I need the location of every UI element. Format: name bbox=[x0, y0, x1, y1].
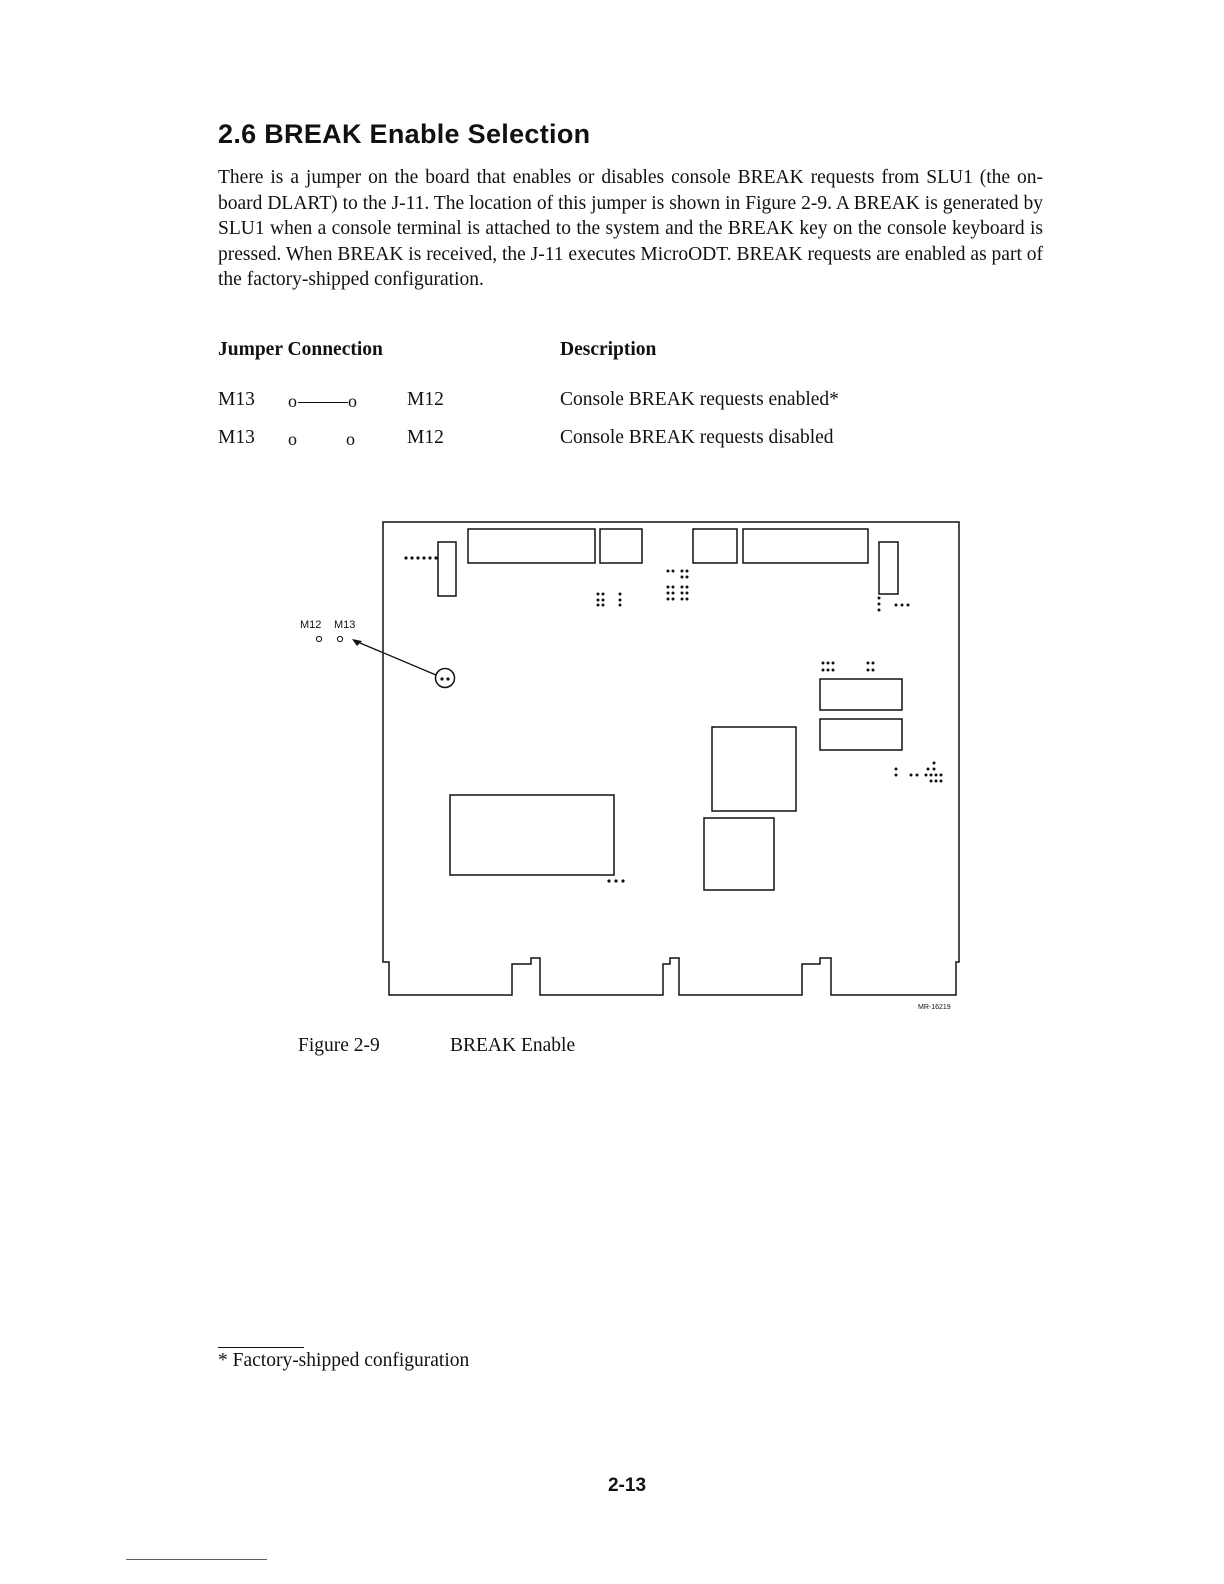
chip bbox=[820, 679, 902, 710]
footnote-rule bbox=[218, 1347, 304, 1348]
table-header-description: Description bbox=[560, 339, 657, 360]
row-description: Console BREAK requests disabled bbox=[560, 427, 834, 448]
pin-symbol: o bbox=[288, 429, 297, 449]
leader-line bbox=[360, 643, 436, 675]
pin-m12 bbox=[316, 636, 321, 641]
board-diagram bbox=[290, 515, 980, 1020]
pin-symbol: o bbox=[288, 391, 297, 411]
table-header-connection: Jumper Connection bbox=[218, 339, 383, 360]
chip bbox=[468, 529, 595, 563]
chip bbox=[693, 529, 737, 563]
chip bbox=[704, 818, 774, 890]
section-heading: 2.6 BREAK Enable Selection bbox=[218, 119, 591, 149]
bottom-rule bbox=[126, 1559, 267, 1560]
figure-caption-number: Figure 2-9 bbox=[298, 1035, 380, 1056]
section-paragraph: There is a jumper on the board that enables or disables console BREAK requests from SLU1 (the on-board DLART) to the J-11. The location of this jumper is shown in Figure 2-9. A BREAK is generated by SLU1 when a console terminal is attached to the system and the BREAK key on the console keyboard is pressed. When BREAK is received, the J-11 executes MicroODT. BREAK requests are enabled as part of the factory-shipped configuration. bbox=[218, 167, 1043, 291]
right-pin-label: M12 bbox=[407, 427, 444, 448]
pin-symbol: o bbox=[346, 429, 355, 449]
footnote: * Factory-shipped configuration bbox=[218, 1350, 470, 1371]
pin-m13 bbox=[337, 636, 342, 641]
row-description: Console BREAK requests enabled* bbox=[560, 389, 839, 410]
right-pin-label: M12 bbox=[407, 389, 444, 410]
chip bbox=[600, 529, 642, 563]
left-pin-label: M13 bbox=[218, 427, 255, 448]
chip bbox=[879, 542, 898, 594]
left-pin-label: M13 bbox=[218, 389, 255, 410]
chip bbox=[712, 727, 796, 811]
arrowhead bbox=[352, 639, 362, 646]
figure-caption-title: BREAK Enable bbox=[450, 1035, 576, 1056]
figure-code: MR-16219 bbox=[918, 1004, 951, 1011]
chip bbox=[743, 529, 868, 563]
pin-symbol: o bbox=[348, 391, 357, 411]
page-number: 2-13 bbox=[607, 1475, 647, 1496]
pin-label-m12: M12 bbox=[300, 619, 322, 631]
jumper-link-line bbox=[298, 402, 348, 403]
board-outline bbox=[383, 522, 959, 995]
jumper-marker bbox=[436, 669, 455, 688]
pin-label-m13: M13 bbox=[334, 619, 356, 631]
chip bbox=[450, 795, 614, 875]
chip bbox=[438, 542, 456, 596]
chip bbox=[820, 719, 902, 750]
